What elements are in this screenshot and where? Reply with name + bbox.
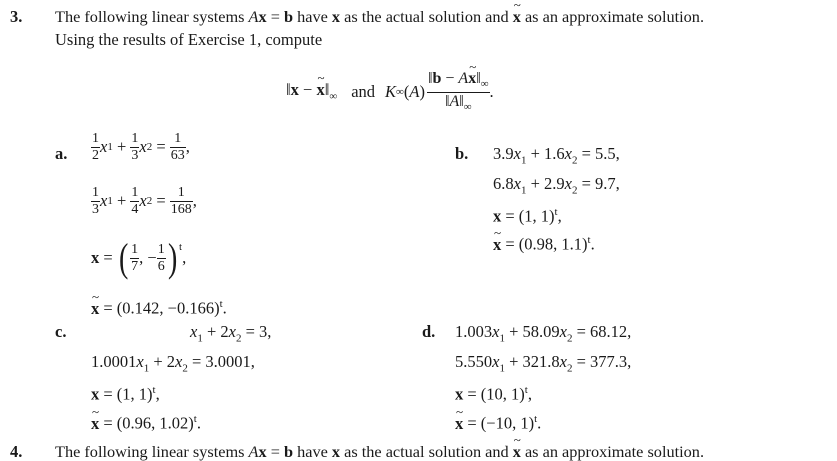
part-a-eq2: $\frac{1}{3}$ x 1 + $\frac{1}{4}$ x 2 = $\frac{1}{168}$ , (92, 185, 197, 217)
part-d-eq1: $1.003x_1 + 58.09x_2 = 68.12$, (455, 322, 632, 345)
part-b-label: b. (455, 144, 469, 163)
part-c-xtilde: x ~ = (0.96, 1.02)$^t$. (91, 414, 201, 432)
part-c-eq1: $x_1 + 2x_2 = 3$, (190, 322, 272, 345)
problem-number: 3. (10, 7, 23, 26)
part-a-x: x = ( $\frac{1}{7}$ , − $\frac{1}{6}$ ) $^t$ , (91, 235, 187, 280)
next-problem-line1: The following linear systems Ax = b have x as the actual solution and x ~ as an approximate solution. (55, 444, 704, 460)
problem-statement-line2: Using the results of Exercise 1, compute (55, 30, 323, 49)
part-b-x: x = (1, 1)$^t$, (493, 206, 562, 226)
part-b-eq1: $3.9x_1 + 1.6x_2 = 5.5$, (493, 144, 620, 167)
part-d-label: d. (422, 322, 436, 341)
part-a-xtilde: x ~ = (0.142, −0.166)$^t$. (91, 299, 227, 317)
part-b-eq2: $6.8x_1 + 2.9x_2 = 9.7$, (493, 174, 620, 197)
part-a-eq1: $\frac{1}{2}$ x 1 + $\frac{1}{3}$ x 2 = $\frac{1}{63}$ , (92, 131, 190, 163)
part-a-label: a. (55, 144, 68, 163)
and-word: and (351, 81, 376, 101)
next-problem-number: 4. (10, 442, 23, 461)
part-c-label: c. (55, 322, 67, 341)
problem-statement-line1: The following linear systems Ax = b have x as the actual solution and x ~ as an approximate solution. (55, 9, 704, 25)
display-formula: ‖x − x $\sim‖_\infty$ and K ∞ ( A ) $\frac{‖b - Ax \sim‖_\infty}{‖A‖_\infty}$ . (286, 67, 494, 117)
part-d-x: x = (10, 1)$^t$, (455, 384, 532, 404)
part-c-x: x = (1, 1)$^t$, (91, 384, 160, 404)
part-d-eq2: $5.550x_1 + 321.8x_2 = 377.3$, (455, 352, 632, 375)
part-d-xtilde: x ~ = (−10, 1)$^t$. (455, 414, 541, 432)
part-c-eq2: $1.0001x_1 + 2x_2 = 3.0001$, (91, 352, 255, 375)
part-b-xtilde: x ~ = (0.98, 1.1)$^t$. (493, 235, 595, 253)
